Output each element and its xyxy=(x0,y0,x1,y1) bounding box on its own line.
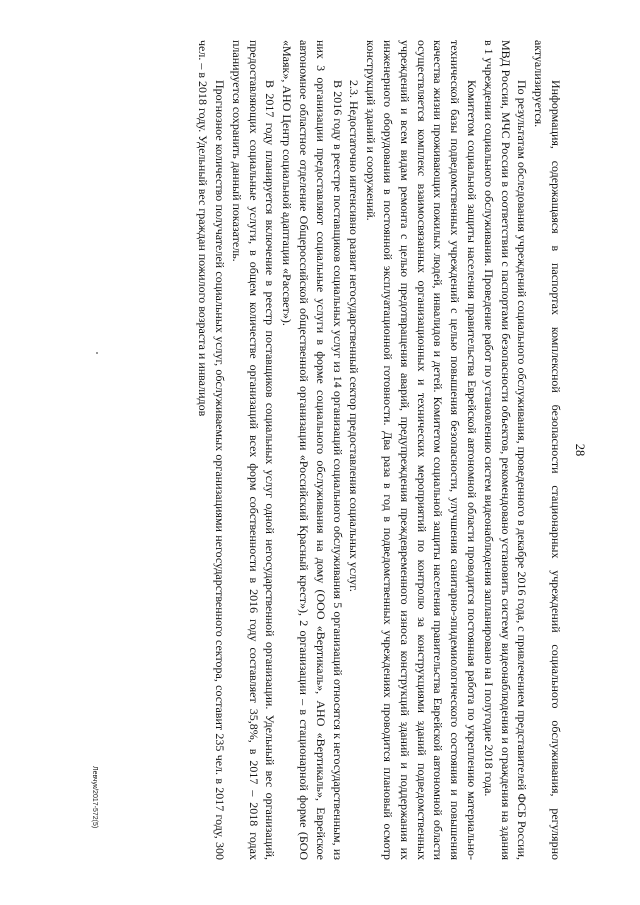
footer-document-code: Левчук/2017-572(5) xyxy=(91,766,98,829)
section-heading-2-3: 2.3. Недостаточно интенсивно развит негосударственный сектор предоставления социальных услуг. xyxy=(347,80,362,592)
body-text xyxy=(194,40,564,860)
rotated-document-sheet xyxy=(86,40,586,860)
paragraph-info-actualization: Информация, содержащаяся в паспортах комплексной безопасности стационарных учреждений социального обслуживания, регулярно актуализируется. xyxy=(532,40,563,860)
scan-speck xyxy=(96,352,98,354)
paragraph-registry-2016: В 2016 году в реестре поставщиков социальных услуг из 14 организаций социального обслуживания 5 организаций относятся к негосударственным, из них 3 организации предоставляют социальные услуги в форме социального обслуживания на дому (ООО «Вертикаль», АНО «Вертикаль», Еврейское автономное областное отделение Общероссийской общественной организации «Российский Красный крест»), 2 организации – в стационарной форме (БОО «Маяк», АНО Центр социальной адаптации «Рассвет»). xyxy=(280,40,345,860)
page-number: 28 xyxy=(573,443,587,457)
paragraph-plans-2017: В 2017 году планируется включение в реестр поставщиков социальных услуг одной негосударственной организации. Удельный вес организаций, предоставляющих социальные услуги, в общем количестве организаций всех форм собственности в 2016 году составляет 35,8%, в 2017 – 2018 годах планируется сохранить данный показатель. xyxy=(229,40,278,860)
paragraph-inspection-results: По результатам обследования учреждений социального обслуживания, проведенного в декабре 2016 года, с привлечением представителей ФСБ России, МВД России, МЧС России в соответствии с паспортами безопасности объектов, рекомендовано установить систему видеонаблюдения и ограждения на здания в 1 учреждении социального обслуживания. Проведение работ по установлению систем видеонаблюдения запланировано на I полугодие 2018 года. xyxy=(481,40,530,860)
paragraph-forecast-recipients: Прогнозное количество получателей социальных услуг, обслуживаемых организациями негосударственного сектора, составит 235 чел. в 2017 году, 300 чел. – в 2018 году. Удельный вес граждан пожилого возраста и инвалидов xyxy=(196,40,228,860)
paragraph-committee-work: Комитетом социальной защиты населения правительства Еврейской автономной области проводится постоянная работа по укреплению материально-технической базы подведомственных учреждений с целью повышения безопасности, улучшения санитарно-эпидемиологического состояния и повышения качества жизни проживающих пожилых людей, инвалидов и детей. Комитетом социальной защиты населения правительства Еврейской автономной области осуществляется комплекс взаимосвязанных организационных и технических мероприятий по контролю за конструкциями зданий подведомственных учреждений и всем видам ремонта с целью предотвращения аварий, предупреждения преждевременного износа конструкций зданий и поддержания их инженерного оборудования в постоянной эксплуатационной готовности. Два раза в год в подведомственных учреждениях проводится плановый осмотр конструкций зданий и сооружений. xyxy=(364,40,480,860)
